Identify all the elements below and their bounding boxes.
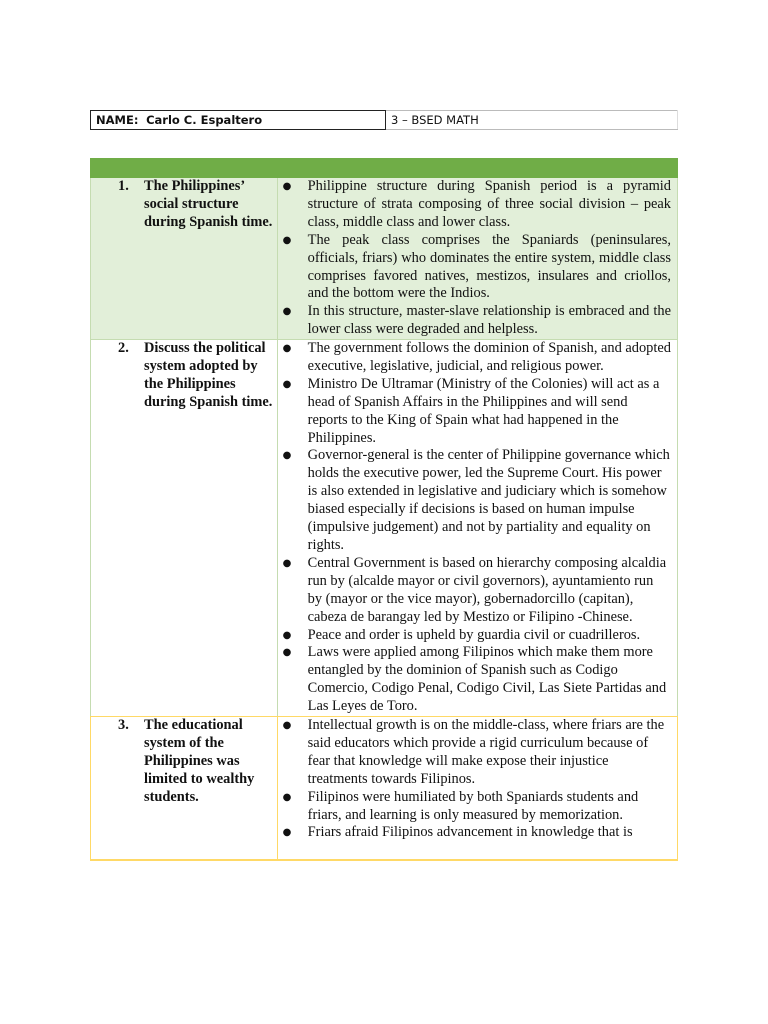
answer-cell — [277, 340, 677, 717]
list-item: ● Governor-general is the center of Philippine governance which holds the executive power, led the Supreme Court. His power is also extended in legislative and judiciary which is somehow biased especially if decisions is based on human impulse (impulsive judgement) and not by partiality and equality on rights. — [308, 447, 671, 554]
list-item: ● Laws were applied among Filipinos which make them more entangled by the dominion of Spanish such as Codigo Comercio, Codigo Penal, Codigo Civil, Las Siete Partidas and Las Leyes de Toro. — [308, 644, 671, 716]
answer-list — [278, 340, 677, 716]
table-row — [91, 178, 678, 340]
list-item: ● Intellectual growth is on the middle-class, where friars are the said educators which provide a rigid curriculum because of fear that knowledge will make expose their injustice treatments towards Filipinos. — [308, 717, 671, 789]
name-label: NAME: — [96, 113, 139, 127]
name-table — [90, 110, 678, 130]
name-cell — [91, 111, 386, 130]
question-cell — [91, 340, 278, 717]
student-name: Carlo C. Espaltero — [146, 113, 263, 127]
list-item: ● In this structure, master-slave relationship is embraced and the lower class were degraded and helpless. — [308, 303, 671, 339]
list-item: ● Friars afraid Filipinos advancement in knowledge that is — [308, 824, 671, 842]
list-item: ● Philippine structure during Spanish period is a pyramid structure of strata composing of three social division – peak class, middle class and lower class. — [308, 178, 671, 232]
table-row — [91, 717, 678, 861]
answer-list — [278, 717, 677, 842]
question-number: 3. — [118, 717, 129, 734]
list-item: ● Central Government is based on hierarchy composing alcaldia run by (alcalde mayor or civil governors), ayuntamiento run by (mayor or the vice mayor), gobernadorcillo (capitan), cabeza de barangay led by Mestizo or Filipino -Chinese. — [308, 555, 671, 627]
question-cell — [91, 717, 278, 861]
table-header-band — [91, 159, 678, 178]
question-number: 2. — [118, 340, 129, 356]
question-number: 1. — [118, 178, 129, 194]
question-cell — [91, 178, 278, 340]
answer-cell — [277, 178, 677, 340]
answer-cell — [277, 717, 677, 861]
course-cell — [386, 111, 678, 130]
list-item: ● The government follows the dominion of Spanish, and adopted executive, legislative, judicial, and religious power. — [308, 340, 671, 376]
question-text: The Philippines’ social structure during Spanish time. — [144, 178, 273, 230]
answer-list — [278, 178, 677, 339]
table-row — [91, 340, 678, 717]
course-text: 3 – BSED MATH — [391, 113, 479, 127]
list-item: ● The peak class comprises the Spaniards (peninsulares, officials, friars) who dominates the entire system, middle class comprises favored natives, mestizos, insulares and criollos, and the bottom were the Indios. — [308, 232, 671, 304]
list-item: ● Ministro De Ultramar (Ministry of the Colonies) will act as a head of Spanish Affairs in the Philippines and will send reports to the King of Spain what had happened in the Philippines. — [308, 376, 671, 448]
list-item: ● Peace and order is upheld by guardia civil or cuadrilleros. — [308, 627, 671, 645]
answer-table — [90, 158, 678, 861]
question-text: The educational system of the Philippines was limited to wealthy students. — [144, 717, 255, 805]
list-item: ● Filipinos were humiliated by both Spaniards students and friars, and learning is only measured by memorization. — [308, 789, 671, 825]
question-text: Discuss the political system adopted by the Philippines during Spanish time. — [144, 340, 273, 410]
